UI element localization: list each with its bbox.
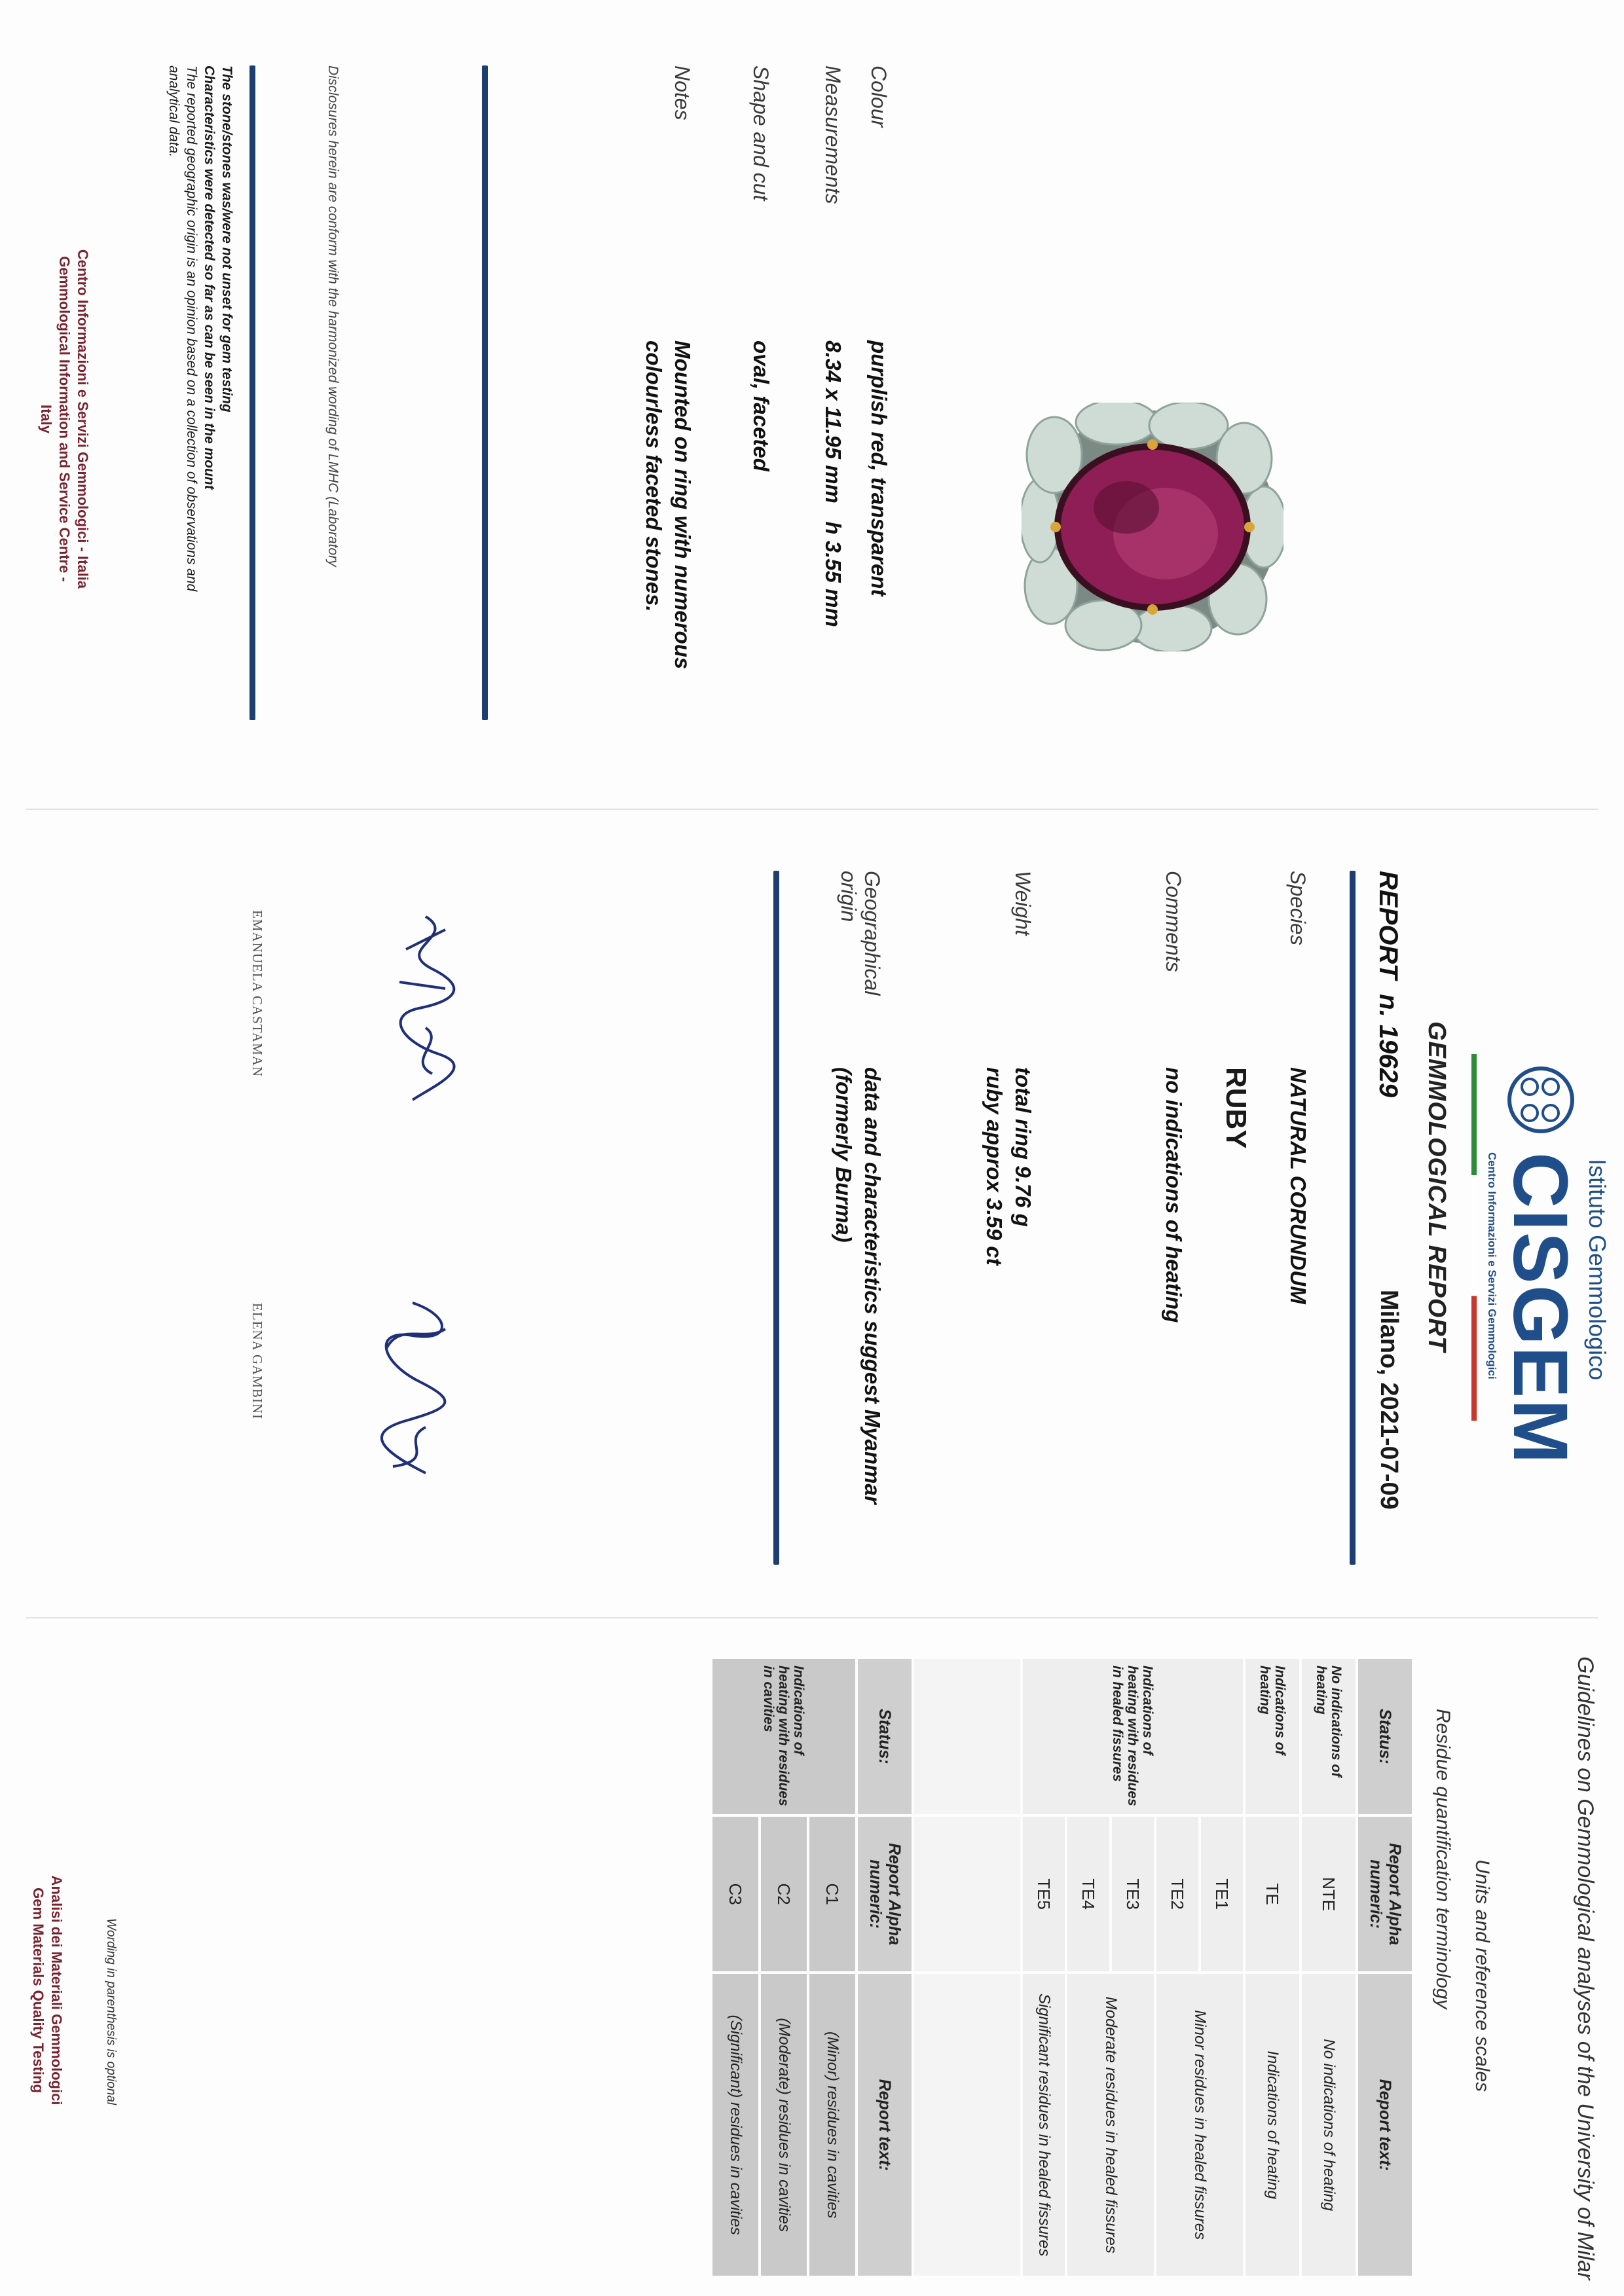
table-header-row xyxy=(858,1659,912,2276)
unset-note: The stone/stones was/were not unset for gem testing xyxy=(219,65,234,412)
origin-note-line1: The reported geographic origin is an opinion based on a collection of observations and xyxy=(184,65,199,592)
colour-label: Colour xyxy=(867,65,891,128)
left-footer xyxy=(37,242,92,596)
header-text-2: Report text: xyxy=(858,1974,912,2276)
colour-value: purplish red, transparent xyxy=(867,340,891,596)
weight-line1: total ring 9.76 g xyxy=(1011,1067,1035,1227)
signature-castaman xyxy=(373,910,471,1106)
notes-label: Notes xyxy=(671,65,694,120)
origin-value-line2: (formerly Burma) xyxy=(832,1067,856,1243)
signatory-castaman: EMANUELA CASTAMAN xyxy=(249,910,265,1078)
divider-bar xyxy=(482,65,488,720)
footer-line-italy: Gemmological Information and Service Centre - Italy xyxy=(38,256,73,582)
place-date: Milano, 2021-07-09 xyxy=(1375,1290,1403,1510)
tricolor-stripe xyxy=(1471,1054,1477,1421)
residue-table xyxy=(710,1656,1414,2278)
text-te5: Significant residues in healed fissures xyxy=(1023,1974,1065,2276)
divider-bar xyxy=(249,65,255,720)
header-text: Report text: xyxy=(1358,1974,1412,2276)
text-c2: (Moderate) residues in cavities xyxy=(761,1974,807,2276)
table-row xyxy=(809,1659,855,2276)
table-row xyxy=(914,1659,1020,2276)
institute-name: Istituto Gemmologico xyxy=(1584,1159,1611,1381)
report-number: REPORT n. 19629 xyxy=(1374,871,1403,1098)
footer-line-italia: Centro Informazioni e Servizi Gemmologici - Italia xyxy=(75,249,91,589)
code-te3: TE3 xyxy=(1112,1817,1154,1972)
code-c3: C3 xyxy=(712,1817,758,1972)
disclosure-text: Disclosures herein are conform with the harmonized wording of LMHC (Laboratory xyxy=(325,65,341,567)
text-te1: Minor residues in healed fissures xyxy=(1156,1974,1243,2276)
left-panel xyxy=(0,39,1624,792)
notes-value-line1: Mounted on ring with numerous xyxy=(671,340,695,670)
origin-label-line1: Geographical xyxy=(860,871,884,996)
status-no-heating: No indications of heating xyxy=(1302,1659,1356,1814)
status-cavities: Indications of heating with residues in cavities xyxy=(712,1659,855,1814)
divider-bar xyxy=(773,871,779,1565)
mount-note: Characteristics were detected so far as can be seen in the mount xyxy=(202,65,217,490)
text-c1: (Minor) residues in cavities xyxy=(809,1974,855,2276)
testing-notes xyxy=(165,65,236,591)
origin-value-line1: data and characteristics suggest Myanmar xyxy=(860,1067,885,1504)
fold-line xyxy=(26,1617,1598,1618)
brand-subtitle: Centro Informazioni e Servizi Gemmologici xyxy=(1486,1152,1498,1379)
header-alpha-2: Report Alpha numeric: xyxy=(858,1817,912,1972)
signature-gambini xyxy=(367,1290,465,1486)
comments-value: no indications of heating xyxy=(1162,1067,1186,1323)
right-panel xyxy=(0,1643,1624,2291)
species-label: Species xyxy=(1286,871,1310,945)
code-te: TE xyxy=(1246,1817,1299,1972)
table-header-row xyxy=(1358,1659,1412,2276)
wording-note: Wording in parenthesis is optional xyxy=(104,1918,118,2105)
residue-heading: Residue quantification terminology xyxy=(1432,1709,1454,2009)
text-te3: Moderate residues in healed fissures xyxy=(1067,1974,1154,2276)
measurements-value: 8.34 x 11.95 mm h 3.55 mm xyxy=(821,340,845,627)
ruby-ring-photo xyxy=(1022,403,1283,651)
brand-name: CISGEM xyxy=(1497,1152,1583,1465)
code-c2: C2 xyxy=(761,1817,807,1972)
guidelines-heading: Guidelines on Gemmological analyses of the University of Milar xyxy=(1573,1656,1598,2280)
shape-value: oval, faceted xyxy=(749,340,773,471)
code-te2: TE2 xyxy=(1156,1817,1198,1972)
weight-line2: ruby approx 3.59 ct xyxy=(982,1067,1006,1266)
units-heading: Units and reference scales xyxy=(1471,1859,1493,2092)
code-te4: TE4 xyxy=(1067,1817,1109,1972)
footer-analisi: Analisi dei Materiali Gemmologici xyxy=(48,1875,65,2105)
code-nte: NTE xyxy=(1302,1817,1356,1972)
variety-value: RUBY xyxy=(1220,1067,1252,1149)
header-status-2: Status: xyxy=(858,1659,912,1814)
status-heating: Indications of heating xyxy=(1246,1659,1299,1814)
code-c1: C1 xyxy=(809,1817,855,1972)
origin-label-line2: origin xyxy=(837,871,860,922)
shape-label: Shape and cut xyxy=(749,65,773,201)
table-row xyxy=(1201,1659,1243,2276)
text-no-heating: No indications of heating xyxy=(1302,1974,1356,2276)
code-te5: TE5 xyxy=(1023,1817,1065,1972)
text-heating: Indications of heating xyxy=(1246,1974,1299,2276)
status-healed-fissures: Indications of heating with residues in healed fissures xyxy=(1023,1659,1243,1814)
origin-label xyxy=(837,871,884,995)
logo-emblem-icon xyxy=(1505,1054,1577,1146)
table-row xyxy=(1302,1659,1356,2276)
report-title: GEMMOLOGICAL REPORT xyxy=(1423,1021,1450,1353)
origin-note-line2: analytical data. xyxy=(166,65,181,158)
species-value: NATURAL CORUNDUM xyxy=(1286,1067,1310,1304)
header-bar xyxy=(1350,871,1356,1565)
footer-quality: Gem Materials Quality Testing xyxy=(30,1887,46,2093)
table-row xyxy=(1246,1659,1299,2276)
right-footer xyxy=(29,1853,65,2128)
measurements-label: Measurements xyxy=(821,65,845,204)
weight-label: Weight xyxy=(1011,871,1035,936)
signatory-gambini: ELENA GAMBINI xyxy=(249,1303,265,1420)
header-alpha: Report Alpha numeric: xyxy=(1358,1817,1412,1972)
header-status: Status: xyxy=(1358,1659,1412,1814)
middle-panel xyxy=(0,831,1624,1604)
notes-value-line2: colourless faceted stones. xyxy=(642,340,666,612)
text-c3: (Significant) residues in cavities xyxy=(712,1974,758,2276)
code-te1: TE1 xyxy=(1201,1817,1243,1972)
comments-label: Comments xyxy=(1162,871,1185,972)
fold-line xyxy=(26,809,1598,810)
